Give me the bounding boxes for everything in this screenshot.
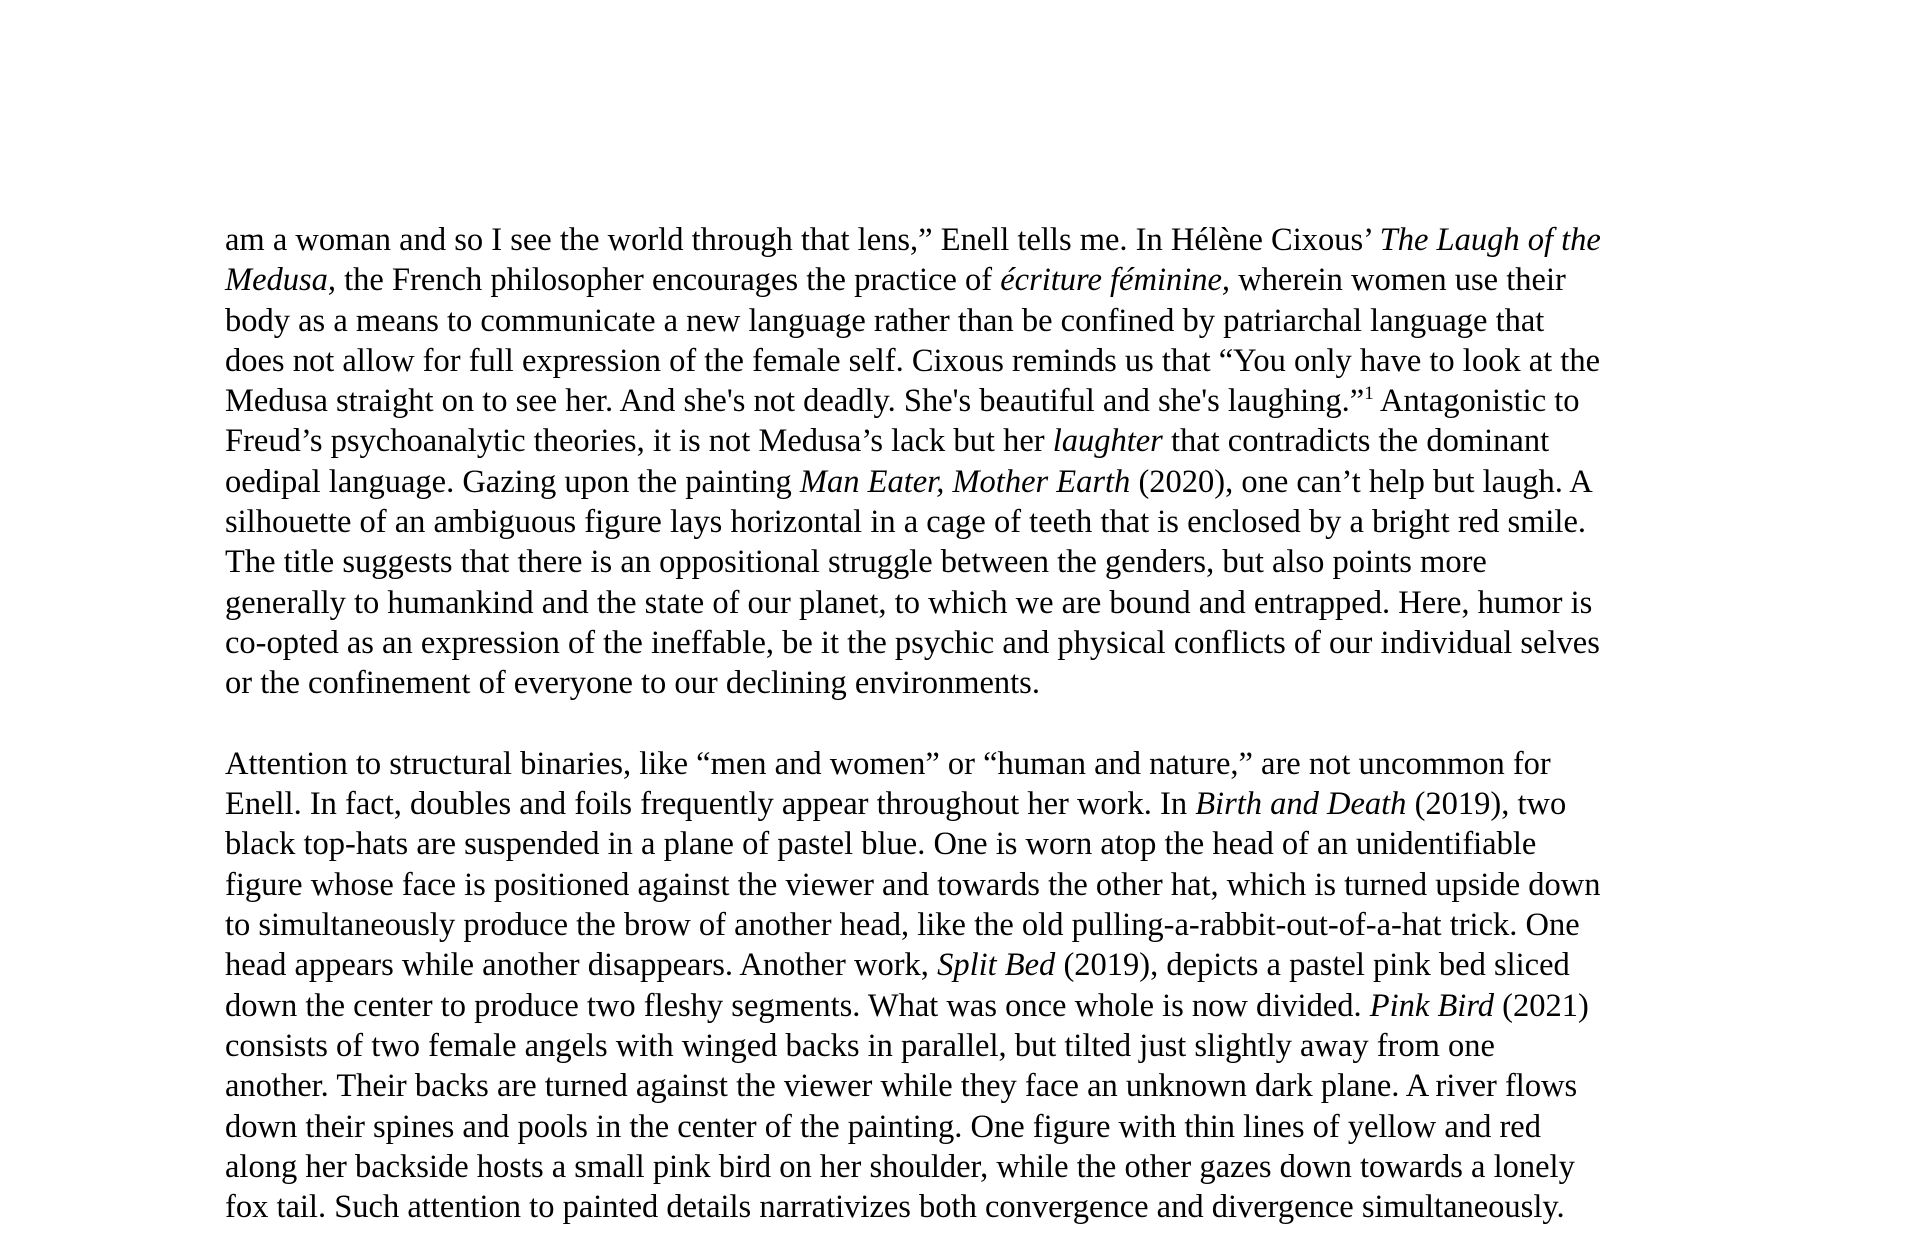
text-run: another. Their backs are turned against the viewer while they face an unknown dark plane. A river flows bbox=[225, 1068, 1578, 1105]
text-line bbox=[225, 260, 1745, 300]
paragraph bbox=[225, 744, 1745, 1228]
text-line bbox=[225, 744, 1745, 784]
italic-text: Birth and Death bbox=[1195, 786, 1407, 823]
text-run: to simultaneously produce the brow of another head, like the old pulling-a-rabbit-out-of-a-hat trick. One bbox=[225, 907, 1580, 944]
text-run: The title suggests that there is an oppositional struggle between the genders, but also points more bbox=[225, 544, 1487, 581]
text-line bbox=[225, 341, 1745, 381]
text-run: the French philosopher encourages the practice of bbox=[336, 262, 1001, 299]
text-line bbox=[225, 301, 1745, 341]
paragraph-gap bbox=[225, 704, 1745, 744]
text-run: silhouette of an ambiguous figure lays horizontal in a cage of teeth that is enclosed by a bright red smile. bbox=[225, 504, 1587, 541]
text-run: black top-hats are suspended in a plane of pastel blue. One is worn atop the head of an unidentifiable bbox=[225, 826, 1537, 863]
text-run: Antagonistic to bbox=[1373, 383, 1580, 420]
text-line bbox=[225, 865, 1745, 905]
text-run: wherein women use their bbox=[1230, 262, 1566, 299]
text-run: figure whose face is positioned against the viewer and towards the other hat, which is turned upside down bbox=[225, 866, 1601, 903]
text-line bbox=[225, 220, 1745, 260]
text-line bbox=[225, 1187, 1745, 1227]
text-line bbox=[225, 381, 1745, 421]
text-line bbox=[225, 784, 1745, 824]
text-run: that contradicts the dominant bbox=[1162, 423, 1550, 460]
italic-text: laughter bbox=[1052, 423, 1163, 460]
text-run: head appears while another disappears. Another work, bbox=[225, 947, 938, 984]
text-run: Enell. In fact, doubles and foils frequently appear throughout her work. In bbox=[225, 786, 1196, 823]
text-line bbox=[225, 462, 1745, 502]
text-line bbox=[225, 945, 1745, 985]
text-run: generally to humankind and the state of our planet, to which we are bound and entrapped. Here, humor is bbox=[225, 584, 1593, 621]
text-line bbox=[225, 1107, 1745, 1147]
text-run: Freud’s psychoanalytic theories, it is not Medusa’s lack but her bbox=[225, 423, 1053, 460]
text-line bbox=[225, 824, 1745, 864]
text-line bbox=[225, 583, 1745, 623]
text-run: Attention to structural binaries, like “men and women” or “human and nature,” are not uncommon for bbox=[225, 745, 1551, 782]
paragraph bbox=[225, 220, 1745, 704]
text-line bbox=[225, 502, 1745, 542]
text-line bbox=[225, 1066, 1745, 1106]
italic-text: Split Bed bbox=[937, 947, 1056, 984]
text-run: (2020), one can’t help but laugh. A bbox=[1130, 463, 1593, 500]
text-run: (2019), two bbox=[1406, 786, 1567, 823]
italic-text: écriture féminine, bbox=[1000, 262, 1231, 299]
italic-text: Man Eater, Mother Earth bbox=[799, 463, 1131, 500]
text-line bbox=[225, 663, 1745, 703]
text-line bbox=[225, 542, 1745, 582]
text-run: oedipal language. Gazing upon the painting bbox=[225, 463, 800, 500]
text-run: Medusa straight on to see her. And she's not deadly. She's beautiful and she's laughing.” bbox=[225, 383, 1365, 420]
text-run: fox tail. Such attention to painted details narrativizes both convergence and divergence simultaneously. bbox=[225, 1189, 1565, 1226]
italic-text: Pink Bird bbox=[1369, 987, 1495, 1024]
italic-text: The Laugh of the bbox=[1379, 222, 1601, 258]
text-line bbox=[225, 1026, 1745, 1066]
footnote-marker: 1 bbox=[1364, 383, 1374, 405]
text-run: am a woman and so I see the world through that lens,” Enell tells me. In Hélène Cixous’ bbox=[225, 222, 1380, 258]
text-line bbox=[225, 623, 1745, 663]
text-run: (2019), depicts a pastel pink bed sliced bbox=[1055, 947, 1570, 984]
italic-text: Medusa, bbox=[225, 262, 337, 299]
text-run: co-opted as an expression of the ineffable, be it the psychic and physical conflicts of our individual selves bbox=[225, 624, 1600, 661]
text-run: (2021) bbox=[1494, 987, 1589, 1024]
text-run: consists of two female angels with winged backs in parallel, but tilted just slightly away from one bbox=[225, 1027, 1495, 1064]
text-run: or the confinement of everyone to our declining environments. bbox=[225, 665, 1040, 702]
text-run: along her backside hosts a small pink bird on her shoulder, while the other gazes down towards a lonely bbox=[225, 1148, 1575, 1185]
text-run: down their spines and pools in the center of the painting. One figure with thin lines of yellow and red bbox=[225, 1108, 1541, 1145]
text-run: down the center to produce two fleshy segments. What was once whole is now divided. bbox=[225, 987, 1370, 1024]
text-line bbox=[225, 905, 1745, 945]
text-line bbox=[225, 1147, 1745, 1187]
text-line bbox=[225, 421, 1745, 461]
body-text bbox=[225, 220, 1745, 1227]
text-run: does not allow for full expression of the female self. Cixous reminds us that “You only have to look at the bbox=[225, 342, 1600, 379]
text-line bbox=[225, 986, 1745, 1026]
text-run: body as a means to communicate a new language rather than be confined by patriarchal language that bbox=[225, 302, 1545, 339]
